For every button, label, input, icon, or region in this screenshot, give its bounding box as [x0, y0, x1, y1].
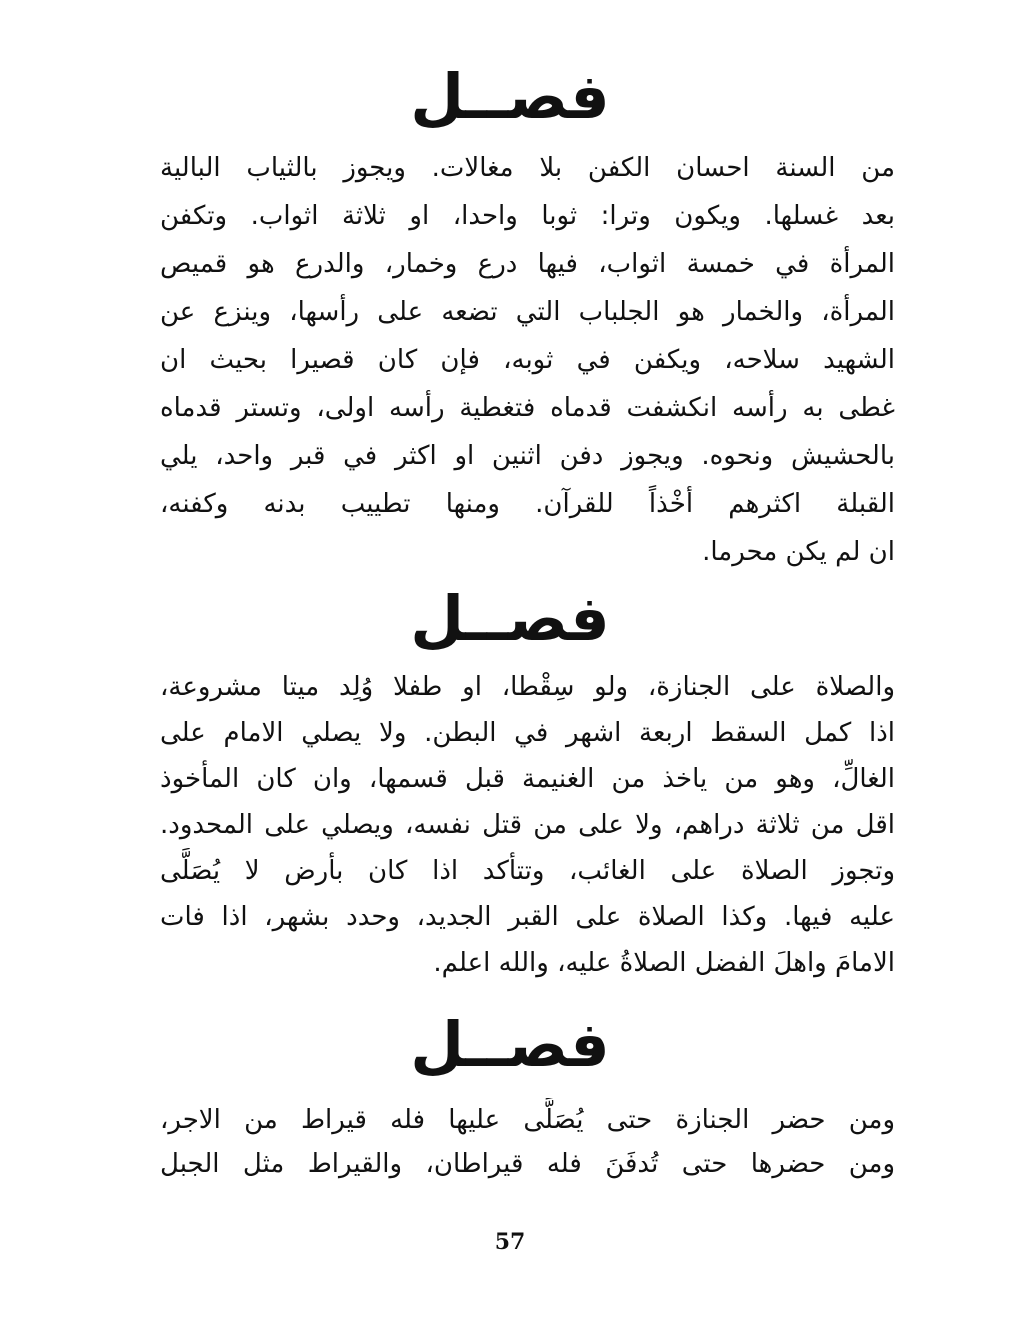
- section-heading-3: فصــل: [410, 1008, 610, 1081]
- text-line: وتجوز الصلاة على الغائب، وتتأكد اذا كان بأرض لا يُصَلَّى: [160, 856, 895, 886]
- text-line: القبلة اكثرهم أخْذاً للقرآن. ومنها تطييب بدنه وكفنه،: [160, 489, 895, 519]
- text-line: المرأة في خمسة اثواب، فيها درع وخمار، والدرع هو قميص: [160, 249, 895, 279]
- text-line: عليه فيها. وكذا الصلاة على القبر الجديد، وحدد بشهر، اذا فات: [160, 902, 895, 932]
- text-line: الغالِّ، وهو من ياخذ من الغنيمة قبل قسمها، وان كان المأخوذ: [160, 764, 895, 794]
- section-heading-1: فصــل: [410, 60, 610, 133]
- text-line: ان لم يكن محرما.: [702, 537, 895, 567]
- text-line: والصلاة على الجنازة، ولو سِقْطا، او طفلا وُلِد ميتا مشروعة،: [160, 672, 895, 702]
- section-heading-2: فصــل: [410, 582, 610, 655]
- text-line: الامامَ واهلَ الفضل الصلاةُ عليه، والله اعلم.: [433, 948, 895, 978]
- text-line: غطى به رأسه انكشفت قدماه فتغطية رأسه اولى، وتستر قدماه: [160, 393, 895, 423]
- section-paragraph-1: [160, 144, 895, 576]
- text-line: المرأة، والخمار هو الجلباب التي تضعه على رأسها، وينزع عن: [160, 297, 895, 327]
- section-paragraph-2: [160, 664, 895, 986]
- text-line: من السنة احسان الكفن بلا مغالات. ويجوز بالثياب البالية: [160, 153, 895, 183]
- text-line: الشهيد سلاحه، ويكفن في ثوبه، فإن كان قصيرا بحيث ان: [160, 345, 895, 375]
- text-line: ومن حضر الجنازة حتى يُصَلَّى عليها فله قيراط من الاجر،: [160, 1105, 895, 1135]
- text-line: بعد غسلها. ويكون وترا: ثوبا واحدا، او ثلاثة اثواب. وتكفن: [160, 201, 895, 231]
- page-number: 57: [494, 1229, 526, 1255]
- text-line: اذا كمل السقط اربعة اشهر في البطن. ولا يصلي الامام على: [160, 718, 895, 748]
- section-paragraph-3: [160, 1098, 895, 1186]
- text-line: بالحشيش ونحوه. ويجوز دفن اثنين او اكثر في قبر واحد، يلي: [160, 441, 895, 471]
- text-line: ومن حضرها حتى تُدفَنَ فله قيراطان، والقيراط مثل الجبل: [160, 1149, 895, 1179]
- text-line: اقل من ثلاثة دراهم، ولا على من قتل نفسه، ويصلي على المحدود.: [160, 810, 895, 840]
